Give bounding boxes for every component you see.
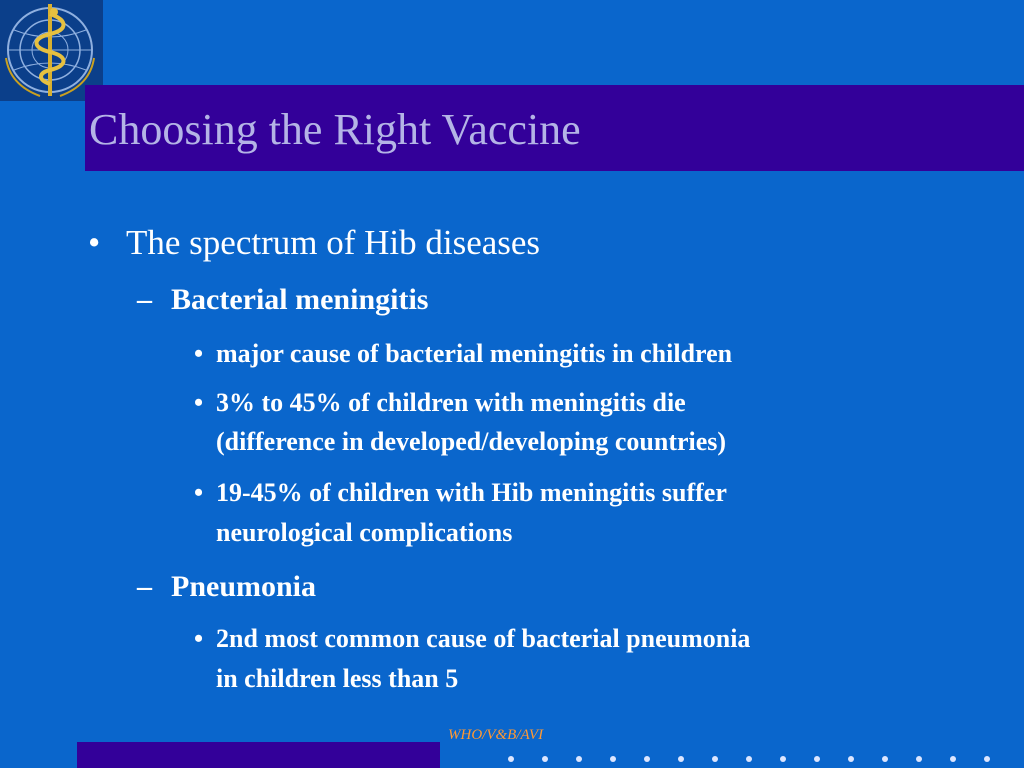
footer-dot xyxy=(712,756,718,762)
bullet-marker: • xyxy=(88,223,101,262)
footer-dot xyxy=(916,756,922,762)
item-complications-line1: 19-45% of children with Hib meningitis suffer xyxy=(216,478,727,507)
bullet-marker: • xyxy=(194,388,204,417)
item-mortality-line1: 3% to 45% of children with meningitis die xyxy=(216,388,686,417)
dash-marker: – xyxy=(137,283,152,316)
bullet-marker: • xyxy=(194,339,204,368)
footer-dot xyxy=(882,756,888,762)
footer-label: WHO/V&B/AVI xyxy=(448,727,544,743)
footer-dot xyxy=(542,756,548,762)
footer-dot xyxy=(950,756,956,762)
bullet-marker: • xyxy=(194,478,204,507)
bullet-marker: • xyxy=(194,624,204,653)
dash-marker: – xyxy=(137,570,152,603)
footer-dot xyxy=(678,756,684,762)
subhead-pneumonia: Pneumonia xyxy=(171,570,317,603)
footer-dot xyxy=(780,756,786,762)
slide-title: Choosing the Right Vaccine xyxy=(89,105,581,154)
footer-dot xyxy=(508,756,514,762)
item-mortality-line2: (difference in developed/developing countries) xyxy=(216,427,727,456)
footer-dot xyxy=(848,756,854,762)
subhead-meningitis: Bacterial meningitis xyxy=(171,283,429,316)
footer-dot xyxy=(746,756,752,762)
item-major-cause: major cause of bacterial meningitis in children xyxy=(216,339,733,368)
footer-dot xyxy=(984,756,990,762)
bullet-spectrum: The spectrum of Hib diseases xyxy=(126,223,541,262)
footer-dot xyxy=(576,756,582,762)
footer-dot xyxy=(610,756,616,762)
item-pneumonia-line1: 2nd most common cause of bacterial pneumonia xyxy=(216,624,751,653)
item-pneumonia-line2: in children less than 5 xyxy=(216,664,459,693)
footer-bar xyxy=(77,742,440,768)
footer-dot xyxy=(814,756,820,762)
item-complications-line2: neurological complications xyxy=(216,518,513,547)
footer-dot xyxy=(644,756,650,762)
